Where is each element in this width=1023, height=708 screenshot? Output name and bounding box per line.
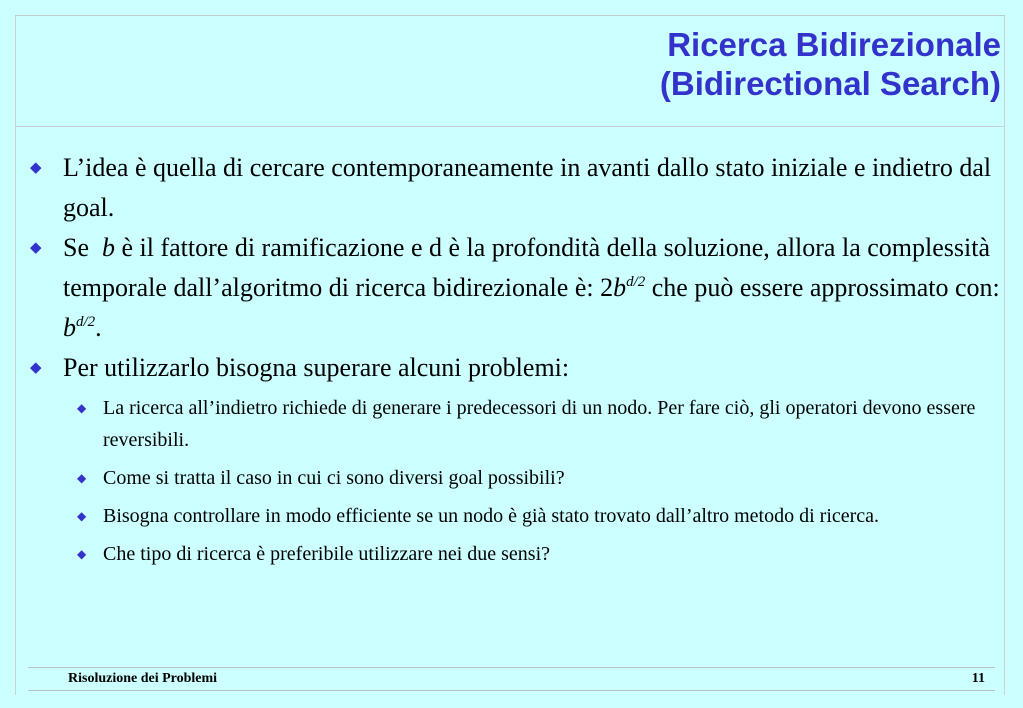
variable-b: b [613, 273, 627, 302]
variable-b: b [102, 233, 115, 262]
bullet-text-part: . [95, 313, 102, 342]
bullet-item [30, 348, 1000, 388]
bullet-text: Per utilizzarlo bisogna superare alcuni problemi: [63, 353, 570, 382]
bullet-text: L’idea è quella di cercare contemporaneamente in avanti dallo stato iniziale e indietro dal goal. [63, 153, 992, 222]
sub-bullet-text: La ricerca all’indietro richiede di generare i predecessori di un nodo. Per fare ciò, gli operatori devono essere reversibili. [103, 397, 976, 451]
sub-bullet-text: Come si tratta il caso in cui ci sono diversi goal possibili? [103, 467, 565, 489]
variable-b: b [63, 313, 76, 342]
bullet-text-part: che può essere approssimato con: [651, 273, 1000, 302]
slide-title-line2: (Bidirectional Search) [659, 65, 1001, 102]
bullet-text-part: Se [63, 233, 89, 262]
diamond-sub-bullet-icon: ◆ [77, 547, 87, 561]
sub-bullet-item [30, 392, 1000, 456]
sub-bullet-item [30, 500, 1000, 532]
bullet-item [30, 228, 1000, 348]
sub-bullet-text: Bisogna controllare in modo efficiente se un nodo è già stato trovato dall’altro metodo di ricerca. [103, 505, 880, 527]
diamond-bullet-icon: ◆ [30, 360, 42, 376]
exponent: d/2 [76, 314, 96, 330]
diamond-bullet-icon: ◆ [30, 240, 42, 256]
slide-title-line1: Ricerca Bidirezionale [667, 26, 1001, 63]
frame-divider-line [15, 126, 1005, 127]
diamond-bullet-icon: ◆ [30, 160, 42, 176]
slide-content [30, 148, 1000, 576]
diamond-sub-bullet-icon: ◆ [77, 471, 87, 485]
sub-bullet-item [30, 538, 1000, 570]
exponent: d/2 [626, 274, 646, 290]
diamond-sub-bullet-icon: ◆ [77, 509, 87, 523]
diamond-sub-bullet-icon: ◆ [77, 401, 87, 415]
bullet-text-part: è il fattore di ramificazione e d è la profondità della soluzione, allora la complessità temporale dall’algoritmo di ricerca bidirezionale è: 2 [63, 233, 990, 302]
footer-course-title: Risoluzione dei Problemi [68, 671, 218, 686]
sub-bullet-text: Che tipo di ricerca è preferibile utilizzare nei due sensi? [103, 543, 551, 565]
page-number: 11 [971, 671, 985, 686]
slide-title [660, 25, 1001, 103]
bullet-item [30, 148, 1000, 228]
sub-bullet-item [30, 462, 1000, 494]
slide-footer [28, 667, 995, 691]
